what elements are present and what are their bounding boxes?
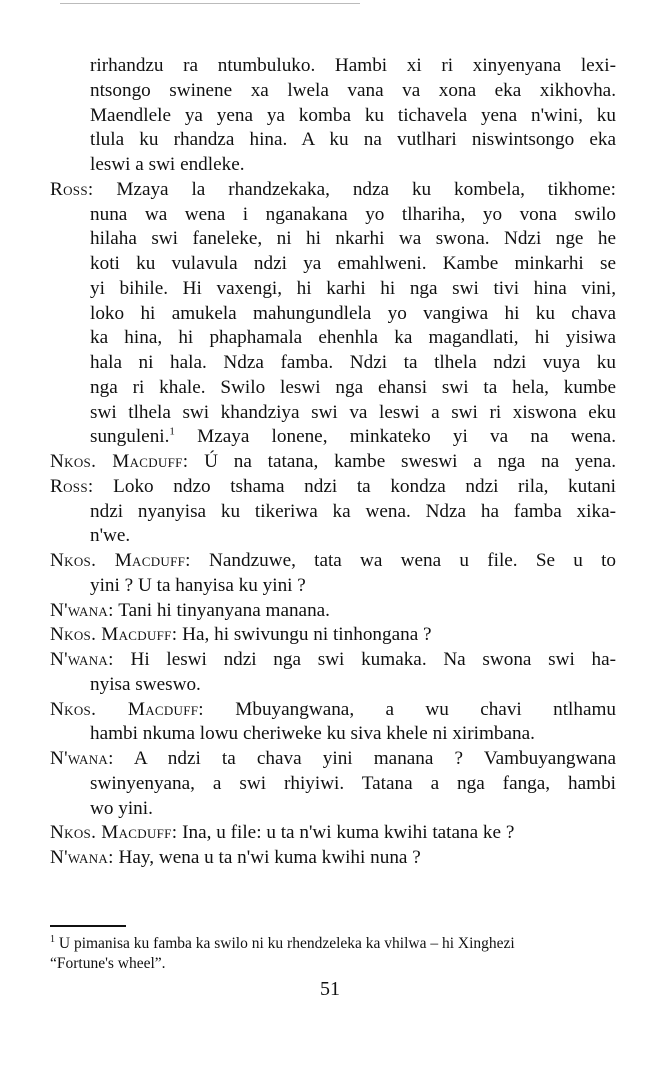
speech-first-line [50, 549, 616, 574]
text-line: A ndzi ta chava yini manana ? Vambuyangwana [133, 748, 616, 769]
speaker-name: Nkos. Macduff: [50, 550, 191, 571]
text-line: Ha, hi swivungu ni tinhongana ? [182, 624, 432, 646]
footnote-line [50, 930, 616, 954]
footnote-text: U pimanisa ku famba ka swilo ni ku rhendzeleka ka vhilwa – hi Xinghezi [58, 935, 515, 953]
text-line: loko hi amukela mahungundlela yo vangiwa hi ku chava [90, 302, 616, 324]
text-line: Hi leswi ndzi nga swi kumaka. Na swona swi ha- [130, 649, 616, 670]
speaker-name: Nkos. Macduff: [50, 451, 189, 472]
speech-nwana [50, 747, 616, 821]
speech-nkos-macduff [50, 623, 616, 648]
text-line: Maendlele ya yena ya komba ku tichavela yena n'wini, ku [90, 104, 616, 126]
speech-first-line [50, 475, 616, 500]
speech-first-line [50, 178, 616, 203]
speech-nkos-macduff [50, 450, 616, 475]
speech-first-line [50, 698, 616, 723]
speaker-name: N'wana: [50, 649, 114, 670]
speech-first-line [50, 821, 616, 846]
text-line: ntsongo swinene xa lwela vana va xona eka xikhovha. [90, 79, 616, 101]
text-line: nuna wa wena i nganakana yo tlhariha, yo vona swilo [90, 203, 616, 225]
text-line: Hay, wena u ta n'wi kuma kwihi nuna ? [118, 847, 421, 868]
speech-ross [50, 178, 616, 450]
text-line: swi tlhela swi khandziya swi va leswi a swi ri xiswona eku [90, 401, 616, 423]
speech-nkos-macduff [50, 698, 616, 748]
speaker-name: Nkos. Macduff: [50, 624, 178, 646]
footnote [50, 930, 616, 974]
speech-ross [50, 475, 616, 549]
text-segment: sunguleni. [90, 426, 170, 448]
speech-nwana [50, 648, 616, 698]
speech-nkos-macduff [50, 821, 616, 846]
text-line: Mbuyangwana, a wu chavi ntlhamu [235, 698, 616, 720]
speech-first-line [50, 599, 616, 624]
speech-first-line [50, 450, 616, 475]
speaker-name: Ross: [50, 178, 94, 200]
intro-paragraph [50, 54, 616, 178]
text-line: yi bihile. Hi vaxengi, hi karhi hi nga swi tivi hina vini, [90, 277, 616, 299]
speaker-name: Nkos. Macduff: [50, 822, 178, 844]
speech-first-line [50, 846, 616, 871]
text-line: hilaha swi faneleke, ni hi nkarhi wa swona. Ndzi nge he [90, 228, 616, 250]
speaker-name: N'wana: [50, 748, 114, 769]
speaker-name: N'wana: [50, 847, 114, 868]
text-line: n'we. [90, 525, 131, 547]
footnote-marker: 1 [50, 934, 55, 945]
speech-nkos-macduff [50, 549, 616, 599]
text-line: Ú na tatana, kambe sweswi a nga na yena. [204, 451, 616, 472]
text-line: swinyenyana, a swi rhiyiwi. Tatana a nga fanga, hambi [90, 772, 616, 794]
speech-nwana [50, 846, 616, 871]
text-line: wo yini. [90, 797, 153, 819]
text-segment: Mzaya lonene, minkateko yi va na wena. [197, 426, 616, 448]
text-line: nga ri khale. Swilo leswi nga ehansi swi ta hela, kumbe [90, 376, 616, 398]
text-line: Mzaya la rhandzekaka, ndza ku kombela, tikhome: [116, 178, 616, 200]
speech-first-line [50, 648, 616, 673]
page-number: 51 [320, 978, 340, 1000]
text-line [90, 425, 616, 450]
text-line: hala ni hala. Ndza famba. Ndzi ta tlhela ndzi vuya ku [90, 352, 616, 373]
text-line: tlula ku rhandza hina. A ku na vutlhari niswintsongo eka [90, 129, 616, 151]
speech-nwana [50, 599, 616, 624]
text-line: Tani hi tinyanyana manana. [118, 599, 330, 621]
footnote-line: “Fortune's wheel”. [50, 955, 166, 973]
speech-first-line [50, 623, 616, 648]
text-line: rirhandzu ra ntumbuluko. Hambi xi ri xinyenyana lexi- [90, 55, 616, 76]
text-line: ndzi nyanyisa ku tikeriwa ka wena. Ndza ha famba xika- [90, 500, 616, 522]
body-text [50, 54, 616, 871]
footnote-divider [50, 925, 126, 927]
top-edge-rule [60, 3, 360, 4]
text-line: nyisa sweswo. [90, 673, 201, 695]
text-line: leswi a swi endleke. [90, 154, 245, 175]
text-line: Nandzuwe, tata wa wena u file. Se u to [209, 550, 616, 571]
text-line: Ina, u file: u ta n'wi kuma kwihi tatana ke ? [182, 822, 515, 844]
text-line: koti ku vulavula ndzi ya emahlweni. Kambe minkarhi se [90, 253, 616, 274]
speaker-name: Nkos. Macduff: [50, 698, 204, 720]
text-line: yini ? U ta hanyisa ku yini ? [90, 574, 306, 596]
footnote-reference: 1 [169, 425, 175, 438]
text-line: hambi nkuma lowu cheriweke ku siva khele ni xirimbana. [90, 723, 535, 745]
text-line: Loko ndzo tshama ndzi ta kondza ndzi rila, kutani [113, 475, 616, 497]
speaker-name: Ross: [50, 475, 94, 497]
text-line: ka hina, hi phaphamala ehenhla ka magandlati, hi yisiwa [90, 327, 616, 349]
speech-first-line [50, 747, 616, 772]
speaker-name: N'wana: [50, 599, 114, 621]
